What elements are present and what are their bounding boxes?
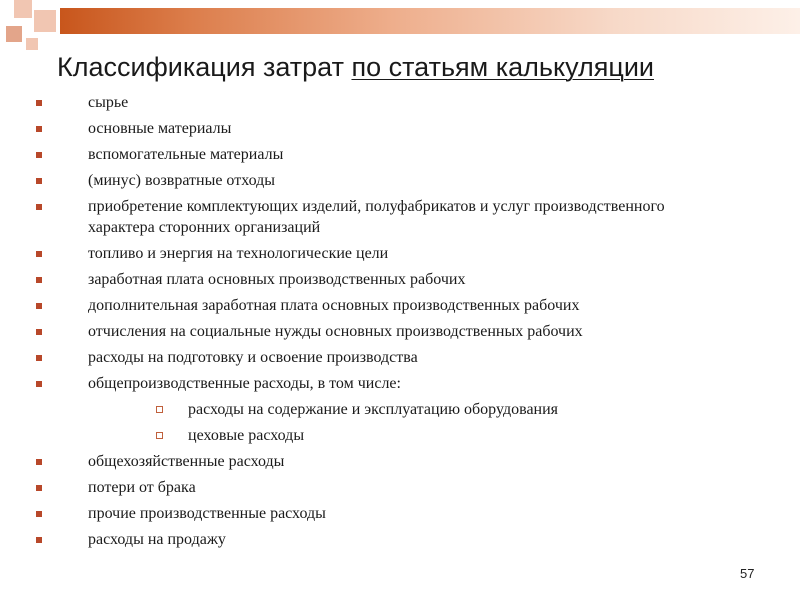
square-bullet-icon [36, 459, 42, 465]
square-bullet-icon [36, 303, 42, 309]
list-item-text: (минус) возвратные отходы [88, 172, 276, 189]
list-item-text: общехозяйственные расходы [88, 453, 285, 470]
square-bullet-icon [36, 355, 42, 361]
list-item [0, 321, 728, 342]
list-item [0, 347, 728, 368]
list-item-text: общепроизводственные расходы, в том числе: [88, 375, 401, 392]
list-item [0, 170, 728, 191]
list-item [0, 269, 728, 290]
list-item [0, 295, 728, 316]
decor-square [6, 26, 22, 42]
list-item-text: расходы на подготовку и освоение производства [88, 349, 418, 366]
decor-square [14, 0, 32, 18]
list-item [0, 196, 728, 238]
list-item [0, 118, 728, 139]
list-item [0, 144, 728, 165]
list-item [0, 451, 728, 472]
bullet-list [0, 92, 800, 555]
decor-square [26, 38, 38, 50]
title-underlined: по статьям калькуляции [351, 52, 654, 82]
square-bullet-icon [36, 511, 42, 517]
list-item-text: вспомогательные материалы [88, 146, 284, 163]
list-item-text: отчисления на социальные нужды основных производственных рабочих [88, 323, 583, 340]
list-item [0, 529, 728, 550]
slide-title [57, 52, 654, 83]
sub-list-item [0, 399, 728, 420]
list-item-text: основные материалы [88, 120, 232, 137]
list-item-text: топливо и энергия на технологические цели [88, 245, 389, 262]
list-item-text: цеховые расходы [188, 427, 305, 444]
hollow-square-bullet-icon [156, 406, 163, 413]
hollow-square-bullet-icon [156, 432, 163, 439]
square-bullet-icon [36, 152, 42, 158]
square-bullet-icon [36, 381, 42, 387]
list-item [0, 503, 728, 524]
square-bullet-icon [36, 329, 42, 335]
list-item-text: сырье [88, 94, 129, 111]
list-item-text: дополнительная заработная плата основных производственных рабочих [88, 297, 580, 314]
list-item-text: расходы на содержание и эксплуатацию оборудования [188, 401, 559, 418]
list-item-text: расходы на продажу [88, 531, 226, 548]
list-item-text: потери от брака [88, 479, 196, 496]
list-item-text: приобретение комплектующих изделий, полуфабрикатов и услуг производственного характера сторонних организаций [88, 198, 665, 236]
square-bullet-icon [36, 537, 42, 543]
page-number: 57 [740, 566, 755, 581]
header-gradient-bar [60, 8, 800, 34]
square-bullet-icon [36, 251, 42, 257]
list-item-text: заработная плата основных производственных рабочих [88, 271, 466, 288]
square-bullet-icon [36, 204, 42, 210]
list-item [0, 373, 728, 394]
list-item [0, 92, 728, 113]
sub-list-item [0, 425, 728, 446]
square-bullet-icon [36, 277, 42, 283]
list-item [0, 243, 728, 264]
square-bullet-icon [36, 100, 42, 106]
square-bullet-icon [36, 126, 42, 132]
square-bullet-icon [36, 485, 42, 491]
list-item-text: прочие производственные расходы [88, 505, 326, 522]
square-bullet-icon [36, 178, 42, 184]
decor-square [34, 10, 56, 32]
title-plain: Классификация затрат [57, 52, 344, 82]
list-item [0, 477, 728, 498]
